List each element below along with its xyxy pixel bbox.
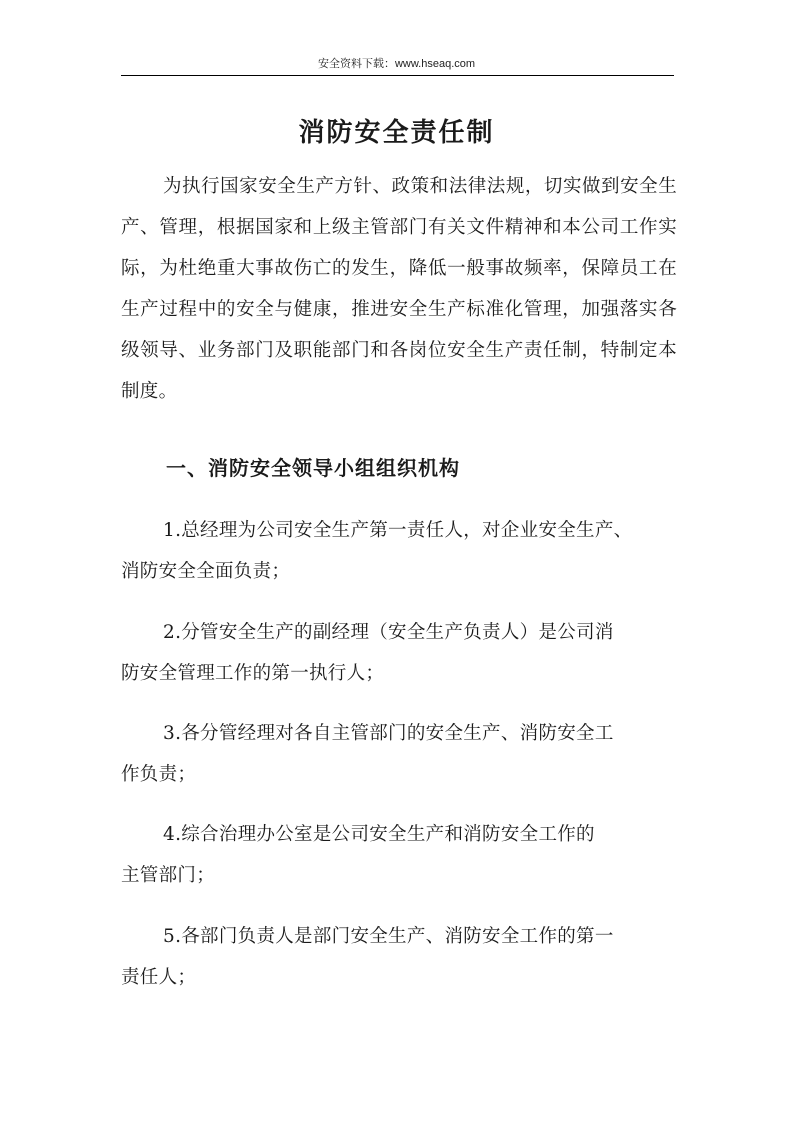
page-header-source: 安全资料下载：www.hseaq.com [317,58,476,70]
document-title: 消防安全责任制 [298,118,495,149]
list-item-line: 主管部门； [121,865,216,886]
section-heading-organization: 一、消防安全领导小组组织机构 [166,456,460,480]
list-item [121,713,687,795]
list-item-line: 责任人； [121,967,197,988]
list-item-line: 1.总经理为公司安全生产第一责任人，对企业安全生产、 [163,520,633,541]
list-item [121,612,687,694]
list-item-line: 5.各部门负责人是部门安全生产、消防安全工作的第一 [163,926,614,947]
list-item-line: 防安全管理工作的第一执行人； [121,663,385,684]
list-item-line: 作负责； [121,764,197,785]
header-divider [121,75,674,76]
intro-paragraph: 为执行国家安全生产方针、政策和法律法规，切实做到安全生产、管理，根据国家和上级主管部门有关文件精神和本公司工作实际，为杜绝重大事故伤亡的发生，降低一般事故频率，保障员工在生产过程中的安全与健康，推进安全生产标准化管理，加强落实各级领导、业务部门及职能部门和各岗位安全生产责任制，特制定本制度。 [121,176,677,402]
list-item-line: 消防安全全面负责； [121,561,291,582]
list-item [121,814,687,896]
list-item-line: 4.综合治理办公室是公司安全生产和消防安全工作的 [163,824,595,845]
list-item-line: 3.各分管经理对各自主管部门的安全生产、消防安全工 [163,723,614,744]
list-item [121,510,687,592]
list-item [121,916,687,998]
list-item-line: 2.分管安全生产的副经理（安全生产负责人）是公司消 [163,622,614,643]
